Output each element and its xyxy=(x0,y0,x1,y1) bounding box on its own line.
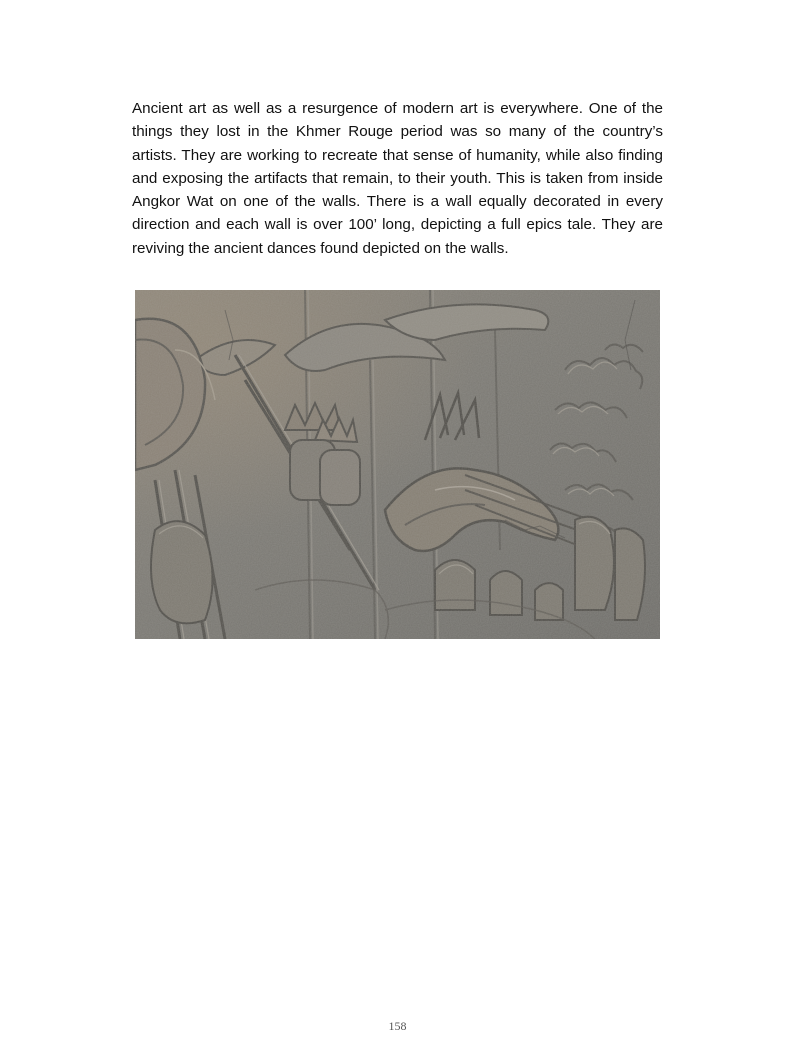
bas-relief-illustration xyxy=(135,290,660,639)
page-number: 158 xyxy=(388,1019,407,1033)
angkor-wat-bas-relief-photo xyxy=(135,290,660,639)
body-paragraph: Ancient art as well as a resurgence of modern art is everywhere. One of the things they lost in the Khmer Rouge period was so many of the country’s artists. They are working to recreate that sense of humanity, while also finding and exposing the artifacts that remain, to their youth. This is taken from inside Angkor Wat on one of the walls. There is a wall equally decorated in every direction and each wall is over 100’ long, depicting a full epics tale. They are reviving the ancient dances found depicted on the walls. xyxy=(132,100,663,257)
